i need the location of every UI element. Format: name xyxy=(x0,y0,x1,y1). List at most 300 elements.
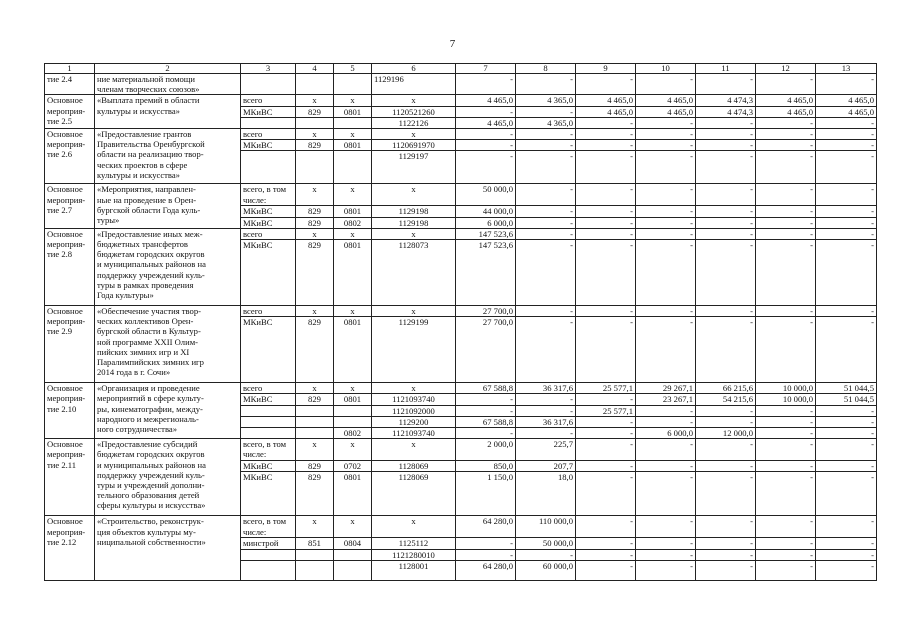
value-cell: 60 000,0 xyxy=(516,560,576,580)
value-cell: 18,0 xyxy=(516,472,576,516)
event-name: «Предоставление иных меж- бюджетных трансфертов бюджетам городских округов и муниципальных районов на поддержку учреждений куль- туры в рамках проведения Года культуры» xyxy=(95,228,241,305)
grbs-cell: х xyxy=(296,383,334,394)
value-cell: 29 267,1 xyxy=(636,383,696,394)
executor-cell xyxy=(241,117,296,128)
value-cell: - xyxy=(456,151,516,184)
grbs-cell xyxy=(296,416,334,427)
value-cell: - xyxy=(516,206,576,217)
budget-table xyxy=(44,63,877,581)
section-cell xyxy=(334,117,372,128)
section-cell: 0802 xyxy=(334,217,372,228)
value-cell: - xyxy=(456,106,516,117)
executor-cell: всего, в том числе: xyxy=(241,516,296,538)
value-cell: - xyxy=(576,151,636,184)
grbs-cell: 829 xyxy=(296,140,334,151)
value-cell: - xyxy=(456,140,516,151)
value-cell: - xyxy=(516,405,576,416)
grbs-cell: х xyxy=(296,95,334,106)
value-cell: - xyxy=(756,416,816,427)
section-cell xyxy=(334,560,372,580)
target-article: 1129197 xyxy=(372,151,456,184)
table-row xyxy=(45,95,877,106)
value-cell: - xyxy=(576,117,636,128)
executor-cell xyxy=(241,428,296,439)
section-cell xyxy=(334,549,372,560)
section-cell: 0802 xyxy=(334,428,372,439)
value-cell: 225,7 xyxy=(516,439,576,461)
value-cell: - xyxy=(636,184,696,206)
value-cell: - xyxy=(456,549,516,560)
value-cell: 4 365,0 xyxy=(516,95,576,106)
value-cell: - xyxy=(636,140,696,151)
value-cell: - xyxy=(756,184,816,206)
value-cell: - xyxy=(696,416,756,427)
value-cell: - xyxy=(816,516,877,538)
target-article: 1129199 xyxy=(372,317,456,383)
target-article: 1121093740 xyxy=(372,394,456,405)
value-cell: 147 523,6 xyxy=(456,240,516,306)
value-cell: 25 577,1 xyxy=(576,405,636,416)
target-article: 1120521260 xyxy=(372,106,456,117)
value-cell: - xyxy=(516,428,576,439)
executor-cell: МКиВС xyxy=(241,240,296,306)
value-cell: 67 588,8 xyxy=(456,383,516,394)
grbs-cell xyxy=(296,151,334,184)
value-cell: 27 700,0 xyxy=(456,306,516,317)
executor-cell: МКиВС xyxy=(241,106,296,117)
value-cell: - xyxy=(456,129,516,140)
grbs-cell xyxy=(296,428,334,439)
target-article: 1125112 xyxy=(372,538,456,549)
value-cell: - xyxy=(636,538,696,549)
value-cell: - xyxy=(816,206,877,217)
value-cell: - xyxy=(816,416,877,427)
value-cell: - xyxy=(756,461,816,472)
value-cell: - xyxy=(636,549,696,560)
section-cell xyxy=(334,151,372,184)
target-article: 1128073 xyxy=(372,240,456,306)
event-name: «Строительство, реконструк- ция объектов культуры му- ниципальной собственности» xyxy=(95,516,241,580)
value-cell: - xyxy=(576,416,636,427)
value-cell: - xyxy=(636,240,696,306)
value-cell: - xyxy=(816,228,877,239)
executor-cell xyxy=(241,151,296,184)
table-row xyxy=(45,439,877,461)
target-article: 1121093740 xyxy=(372,428,456,439)
value-cell: - xyxy=(576,472,636,516)
value-cell: - xyxy=(816,129,877,140)
event-code: Основное мероприя- тие 2.5 xyxy=(45,95,95,129)
value-cell: - xyxy=(576,538,636,549)
value-cell: - xyxy=(516,317,576,383)
value-cell: - xyxy=(756,151,816,184)
value-cell: - xyxy=(636,405,696,416)
value-cell: 207,7 xyxy=(516,461,576,472)
value-cell: - xyxy=(576,461,636,472)
value-cell: - xyxy=(756,405,816,416)
value-cell: - xyxy=(516,184,576,206)
target-article: 1129196 xyxy=(372,74,456,95)
value-cell: - xyxy=(696,472,756,516)
value-cell: - xyxy=(636,472,696,516)
executor-cell: МКиВС xyxy=(241,461,296,472)
value-cell: - xyxy=(816,405,877,416)
value-cell: - xyxy=(516,140,576,151)
value-cell: - xyxy=(696,228,756,239)
grbs-cell: 829 xyxy=(296,472,334,516)
target-article: 1121280010 xyxy=(372,549,456,560)
value-cell: 23 267,1 xyxy=(636,394,696,405)
event-name: «Мероприятия, направлен- ные на проведение в Орен- бургской области Года куль- туры» xyxy=(95,184,241,228)
section-cell: х xyxy=(334,383,372,394)
value-cell: - xyxy=(816,140,877,151)
value-cell: - xyxy=(516,240,576,306)
section-cell: х xyxy=(334,306,372,317)
value-cell: - xyxy=(636,151,696,184)
executor-cell xyxy=(241,405,296,416)
column-header: 9 xyxy=(576,64,636,74)
value-cell: - xyxy=(696,560,756,580)
value-cell: - xyxy=(816,461,877,472)
value-cell: - xyxy=(696,538,756,549)
section-cell: 0801 xyxy=(334,206,372,217)
executor-cell xyxy=(241,549,296,560)
value-cell: 44 000,0 xyxy=(456,206,516,217)
table-row xyxy=(45,74,877,95)
value-cell: - xyxy=(756,439,816,461)
executor-cell: всего xyxy=(241,228,296,239)
column-header: 8 xyxy=(516,64,576,74)
target-article: 1120691970 xyxy=(372,140,456,151)
grbs-cell: 829 xyxy=(296,317,334,383)
value-cell: 4 465,0 xyxy=(816,106,877,117)
target-article: 1128001 xyxy=(372,560,456,580)
value-cell: - xyxy=(816,439,877,461)
value-cell: 4 465,0 xyxy=(756,106,816,117)
target-article: 1129198 xyxy=(372,217,456,228)
grbs-cell xyxy=(296,74,334,95)
value-cell: 6 000,0 xyxy=(636,428,696,439)
value-cell: - xyxy=(696,439,756,461)
value-cell: 4 465,0 xyxy=(816,95,877,106)
value-cell: 64 280,0 xyxy=(456,516,516,538)
value-cell: 67 588,8 xyxy=(456,416,516,427)
column-header: 13 xyxy=(816,64,877,74)
value-cell: 51 044,5 xyxy=(816,394,877,405)
value-cell: - xyxy=(756,206,816,217)
page-number: 7 xyxy=(449,38,456,50)
grbs-cell xyxy=(296,549,334,560)
section-cell: 0801 xyxy=(334,140,372,151)
grbs-cell: 829 xyxy=(296,217,334,228)
value-cell: 36 317,6 xyxy=(516,383,576,394)
value-cell: 4 465,0 xyxy=(756,95,816,106)
executor-cell: МКиВС xyxy=(241,394,296,405)
grbs-cell: 829 xyxy=(296,206,334,217)
column-header: 7 xyxy=(456,64,516,74)
value-cell: - xyxy=(756,428,816,439)
event-code: Основное мероприя- тие 2.9 xyxy=(45,306,95,383)
value-cell: 10 000,0 xyxy=(756,394,816,405)
column-header: 2 xyxy=(95,64,241,74)
value-cell: - xyxy=(696,117,756,128)
section-cell: х xyxy=(334,516,372,538)
executor-cell xyxy=(241,560,296,580)
event-code: Основное мероприя- тие 2.7 xyxy=(45,184,95,228)
column-header: 3 xyxy=(241,64,296,74)
executor-cell xyxy=(241,74,296,95)
value-cell: 36 317,6 xyxy=(516,416,576,427)
column-header: 11 xyxy=(696,64,756,74)
target-article: х xyxy=(372,516,456,538)
value-cell: - xyxy=(756,217,816,228)
column-header: 12 xyxy=(756,64,816,74)
executor-cell: МКиВС xyxy=(241,140,296,151)
value-cell: 25 577,1 xyxy=(576,383,636,394)
value-cell: 110 000,0 xyxy=(516,516,576,538)
value-cell: - xyxy=(636,74,696,95)
value-cell: - xyxy=(576,217,636,228)
event-name: «Обеспечение участия твор- ческих коллективов Орен- бургской области в Культур- ной программе XXII Олим- пийских зимних игр и XI Паралимпийских зимних игр 2014 года в г. Сочи» xyxy=(95,306,241,383)
executor-cell: минстрой xyxy=(241,538,296,549)
section-cell xyxy=(334,405,372,416)
event-code: Основное мероприя- тие 2.11 xyxy=(45,439,95,516)
value-cell: - xyxy=(576,184,636,206)
target-article: 1128069 xyxy=(372,461,456,472)
executor-cell: всего, в том числе: xyxy=(241,439,296,461)
value-cell: - xyxy=(636,516,696,538)
column-header: 1 xyxy=(45,64,95,74)
value-cell: - xyxy=(696,240,756,306)
value-cell: - xyxy=(816,306,877,317)
section-cell: х xyxy=(334,95,372,106)
value-cell: - xyxy=(696,74,756,95)
value-cell: - xyxy=(696,184,756,206)
value-cell: - xyxy=(816,472,877,516)
value-cell: - xyxy=(636,117,696,128)
section-cell: 0801 xyxy=(334,106,372,117)
value-cell: - xyxy=(576,317,636,383)
header-row xyxy=(45,64,877,74)
value-cell: - xyxy=(636,317,696,383)
value-cell: 51 044,5 xyxy=(816,383,877,394)
executor-cell: всего xyxy=(241,129,296,140)
value-cell: - xyxy=(516,129,576,140)
target-article: 1129198 xyxy=(372,206,456,217)
value-cell: - xyxy=(636,461,696,472)
executor-cell xyxy=(241,416,296,427)
target-article: 1121092000 xyxy=(372,405,456,416)
value-cell: 2 000,0 xyxy=(456,439,516,461)
event-code: Основное мероприя- тие 2.6 xyxy=(45,129,95,184)
value-cell: - xyxy=(516,106,576,117)
table-row xyxy=(45,228,877,239)
value-cell: - xyxy=(756,74,816,95)
section-cell: х xyxy=(334,439,372,461)
value-cell: - xyxy=(816,538,877,549)
value-cell: - xyxy=(456,538,516,549)
value-cell: - xyxy=(576,516,636,538)
value-cell: - xyxy=(576,206,636,217)
target-article: х xyxy=(372,95,456,106)
value-cell: - xyxy=(756,117,816,128)
value-cell: - xyxy=(756,472,816,516)
value-cell: - xyxy=(576,228,636,239)
value-cell: 12 000,0 xyxy=(696,428,756,439)
value-cell: - xyxy=(816,428,877,439)
value-cell: - xyxy=(636,206,696,217)
value-cell: - xyxy=(696,516,756,538)
value-cell: - xyxy=(576,549,636,560)
value-cell: 50 000,0 xyxy=(516,538,576,549)
value-cell: - xyxy=(696,317,756,383)
section-cell xyxy=(334,416,372,427)
value-cell: - xyxy=(816,217,877,228)
grbs-cell xyxy=(296,117,334,128)
executor-cell: МКиВС xyxy=(241,217,296,228)
grbs-cell: 829 xyxy=(296,394,334,405)
table-row xyxy=(45,129,877,140)
value-cell: - xyxy=(636,416,696,427)
value-cell: - xyxy=(756,549,816,560)
value-cell: 66 215,6 xyxy=(696,383,756,394)
value-cell: - xyxy=(756,140,816,151)
value-cell: - xyxy=(636,306,696,317)
value-cell: - xyxy=(516,394,576,405)
event-name: «Организация и проведение мероприятий в сфере культу- ры, кинематографии, между- народного и межрегиональ- ного сотрудничества» xyxy=(95,383,241,439)
column-header: 6 xyxy=(372,64,456,74)
value-cell: - xyxy=(816,184,877,206)
value-cell: - xyxy=(756,129,816,140)
grbs-cell: х xyxy=(296,306,334,317)
executor-cell: МКиВС xyxy=(241,317,296,383)
grbs-cell: х xyxy=(296,184,334,206)
target-article: х xyxy=(372,228,456,239)
value-cell: - xyxy=(456,405,516,416)
value-cell: - xyxy=(516,549,576,560)
value-cell: - xyxy=(576,240,636,306)
grbs-cell xyxy=(296,560,334,580)
section-cell: 0801 xyxy=(334,394,372,405)
executor-cell: всего xyxy=(241,306,296,317)
value-cell: - xyxy=(756,516,816,538)
value-cell: - xyxy=(516,306,576,317)
value-cell: - xyxy=(576,560,636,580)
target-article: х xyxy=(372,306,456,317)
value-cell: - xyxy=(816,74,877,95)
value-cell: - xyxy=(516,151,576,184)
grbs-cell: х xyxy=(296,516,334,538)
section-cell: 0804 xyxy=(334,538,372,549)
value-cell: - xyxy=(816,117,877,128)
section-cell: 0801 xyxy=(334,472,372,516)
value-cell: - xyxy=(696,461,756,472)
grbs-cell: 829 xyxy=(296,106,334,117)
value-cell: - xyxy=(756,306,816,317)
executor-cell: всего xyxy=(241,383,296,394)
value-cell: - xyxy=(576,394,636,405)
target-article: х xyxy=(372,129,456,140)
value-cell: - xyxy=(636,560,696,580)
value-cell: - xyxy=(636,228,696,239)
event-code: Основное мероприя- тие 2.12 xyxy=(45,516,95,580)
section-cell: 0801 xyxy=(334,240,372,306)
value-cell: 27 700,0 xyxy=(456,317,516,383)
value-cell: - xyxy=(576,439,636,461)
value-cell: 64 280,0 xyxy=(456,560,516,580)
value-cell: - xyxy=(816,549,877,560)
value-cell: 4 474,3 xyxy=(696,95,756,106)
event-code: Основное мероприя- тие 2.8 xyxy=(45,228,95,305)
value-cell: - xyxy=(516,228,576,239)
column-header: 4 xyxy=(296,64,334,74)
value-cell: 4 465,0 xyxy=(576,106,636,117)
value-cell: - xyxy=(516,217,576,228)
column-header: 5 xyxy=(334,64,372,74)
value-cell: 4 465,0 xyxy=(456,95,516,106)
grbs-cell: 829 xyxy=(296,461,334,472)
value-cell: 147 523,6 xyxy=(456,228,516,239)
value-cell: 850,0 xyxy=(456,461,516,472)
value-cell: - xyxy=(576,129,636,140)
value-cell: 4 465,0 xyxy=(636,106,696,117)
section-cell: х xyxy=(334,129,372,140)
executor-cell: МКиВС xyxy=(241,206,296,217)
target-article: х xyxy=(372,184,456,206)
section-cell: х xyxy=(334,184,372,206)
value-cell: 4 474,3 xyxy=(696,106,756,117)
event-code: тие 2.4 xyxy=(45,74,95,95)
value-cell: - xyxy=(816,560,877,580)
executor-cell: всего, в том числе: xyxy=(241,184,296,206)
value-cell: 4 365,0 xyxy=(516,117,576,128)
value-cell: - xyxy=(696,549,756,560)
table-row xyxy=(45,383,877,394)
value-cell: - xyxy=(696,405,756,416)
value-cell: 50 000,0 xyxy=(456,184,516,206)
value-cell: - xyxy=(816,317,877,383)
section-cell: 0702 xyxy=(334,461,372,472)
value-cell: - xyxy=(756,560,816,580)
section-cell: 0801 xyxy=(334,317,372,383)
target-article: 1128069 xyxy=(372,472,456,516)
event-name: «Предоставление грантов Правительства Оренбургской области на реализацию твор- ческих проектов в сфере культуры и искусства» xyxy=(95,129,241,184)
value-cell: - xyxy=(456,394,516,405)
event-name: «Выплата премий в области культуры и искусства» xyxy=(95,95,241,129)
section-cell: х xyxy=(334,228,372,239)
executor-cell: всего xyxy=(241,95,296,106)
value-cell: - xyxy=(636,439,696,461)
event-name: ние материальной помощи членам творческих союзов» xyxy=(95,74,241,95)
value-cell: 54 215,6 xyxy=(696,394,756,405)
value-cell: - xyxy=(696,206,756,217)
value-cell: 4 465,0 xyxy=(636,95,696,106)
grbs-cell: х xyxy=(296,439,334,461)
value-cell: - xyxy=(576,140,636,151)
value-cell: - xyxy=(576,306,636,317)
value-cell: - xyxy=(636,129,696,140)
value-cell: - xyxy=(756,538,816,549)
grbs-cell: х xyxy=(296,129,334,140)
value-cell: 10 000,0 xyxy=(756,383,816,394)
value-cell: - xyxy=(696,140,756,151)
target-article: 1122126 xyxy=(372,117,456,128)
value-cell: 4 465,0 xyxy=(456,117,516,128)
value-cell: - xyxy=(696,217,756,228)
executor-cell: МКиВС xyxy=(241,472,296,516)
target-article: 1129200 xyxy=(372,416,456,427)
value-cell: - xyxy=(756,228,816,239)
